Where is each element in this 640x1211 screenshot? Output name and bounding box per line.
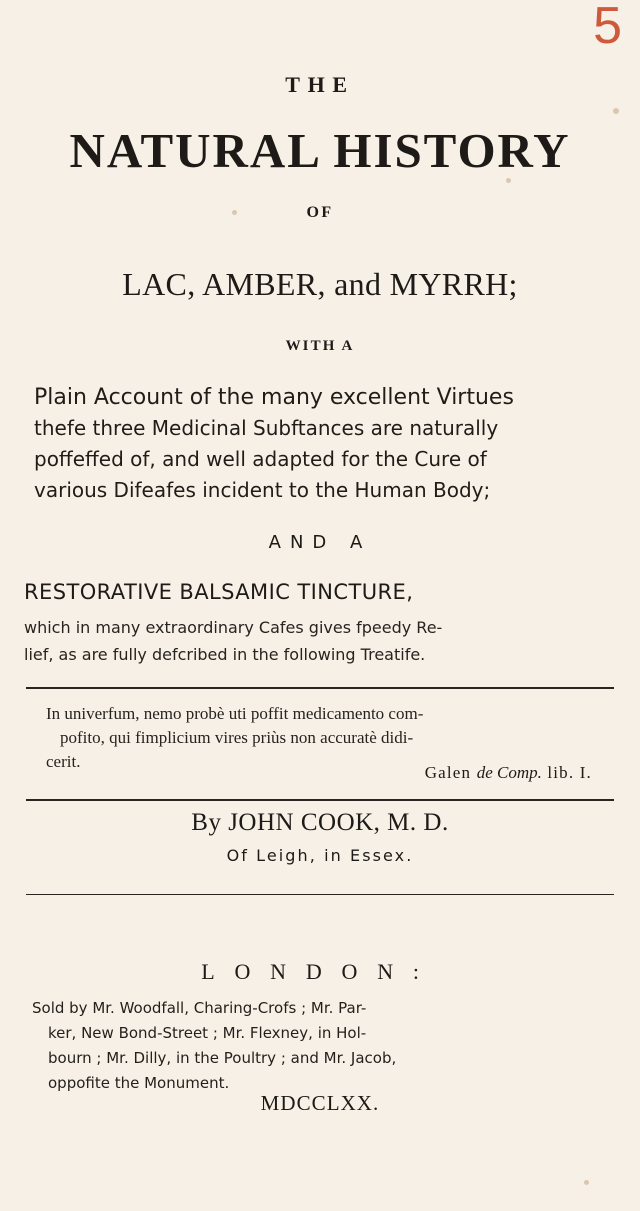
divider-rule [26, 894, 614, 895]
author-line: By JOHN COOK, M. D. [191, 809, 449, 836]
foxing-spot [232, 210, 237, 215]
restorative-title: RESTORATIVE BALSAMIC TINCTURE, [24, 580, 414, 604]
plain-account-line: Plain Account of the many excellent Virtues [34, 385, 514, 410]
title-with: WITH A [285, 338, 355, 354]
latin-line: pofito, qui fimplicium vires priùs non accuratè didi- [60, 728, 414, 747]
attribution-name: Galen [424, 763, 472, 782]
sellers-line: ker, New Bond-Street ; Mr. Flexney, in Hol- [48, 1024, 367, 1042]
which-line: lief, as are fully defcribed in the following Treatife. [24, 645, 426, 664]
plain-account [34, 382, 616, 506]
which-description [24, 614, 620, 668]
sellers-line: Sold by Mr. Woodfall, Charing-Crofs ; Mr. Par- [32, 999, 367, 1017]
author-place: Of Leigh, in Essex. [226, 846, 414, 865]
plain-account-line: thefe three Medicinal Subftances are naturally [34, 416, 499, 440]
epigraph-attribution [425, 763, 592, 783]
attribution-rest: lib. I. [547, 763, 592, 782]
imprint-sellers [32, 996, 616, 1096]
title-main: NATURAL HISTORY [69, 123, 571, 178]
foxing-spot [613, 108, 619, 114]
title-the: THE [285, 72, 355, 97]
which-line: which in many extraordinary Cafes gives fpeedy Re- [24, 618, 443, 637]
latin-line: cerit. [46, 752, 81, 771]
plain-account-line: poffeffed of, and well adapted for the Cure of [34, 447, 487, 471]
divider-rule [26, 687, 614, 689]
page-number: 5 [593, 0, 622, 55]
title-of: OF [306, 204, 334, 221]
divider-rule [26, 799, 614, 801]
sellers-line: bourn ; Mr. Dilly, in the Poultry ; and Mr. Jacob, [48, 1049, 397, 1067]
attribution-work: de Comp. [476, 763, 542, 782]
sellers-line: oppofite the Monument. [48, 1074, 230, 1092]
title-subject: LAC, AMBER, and MYRRH; [122, 266, 518, 302]
foxing-spot [584, 1180, 589, 1185]
foxing-spot [506, 178, 511, 183]
imprint-year: MDCCLXX. [260, 1091, 380, 1115]
imprint-city: LONDON: [201, 959, 439, 984]
plain-account-line: various Difeafes incident to the Human Body; [34, 478, 491, 502]
latin-line: In univerfum, nemo probè uti poffit medicamento com- [46, 704, 424, 723]
and-a: AND A [268, 532, 372, 553]
